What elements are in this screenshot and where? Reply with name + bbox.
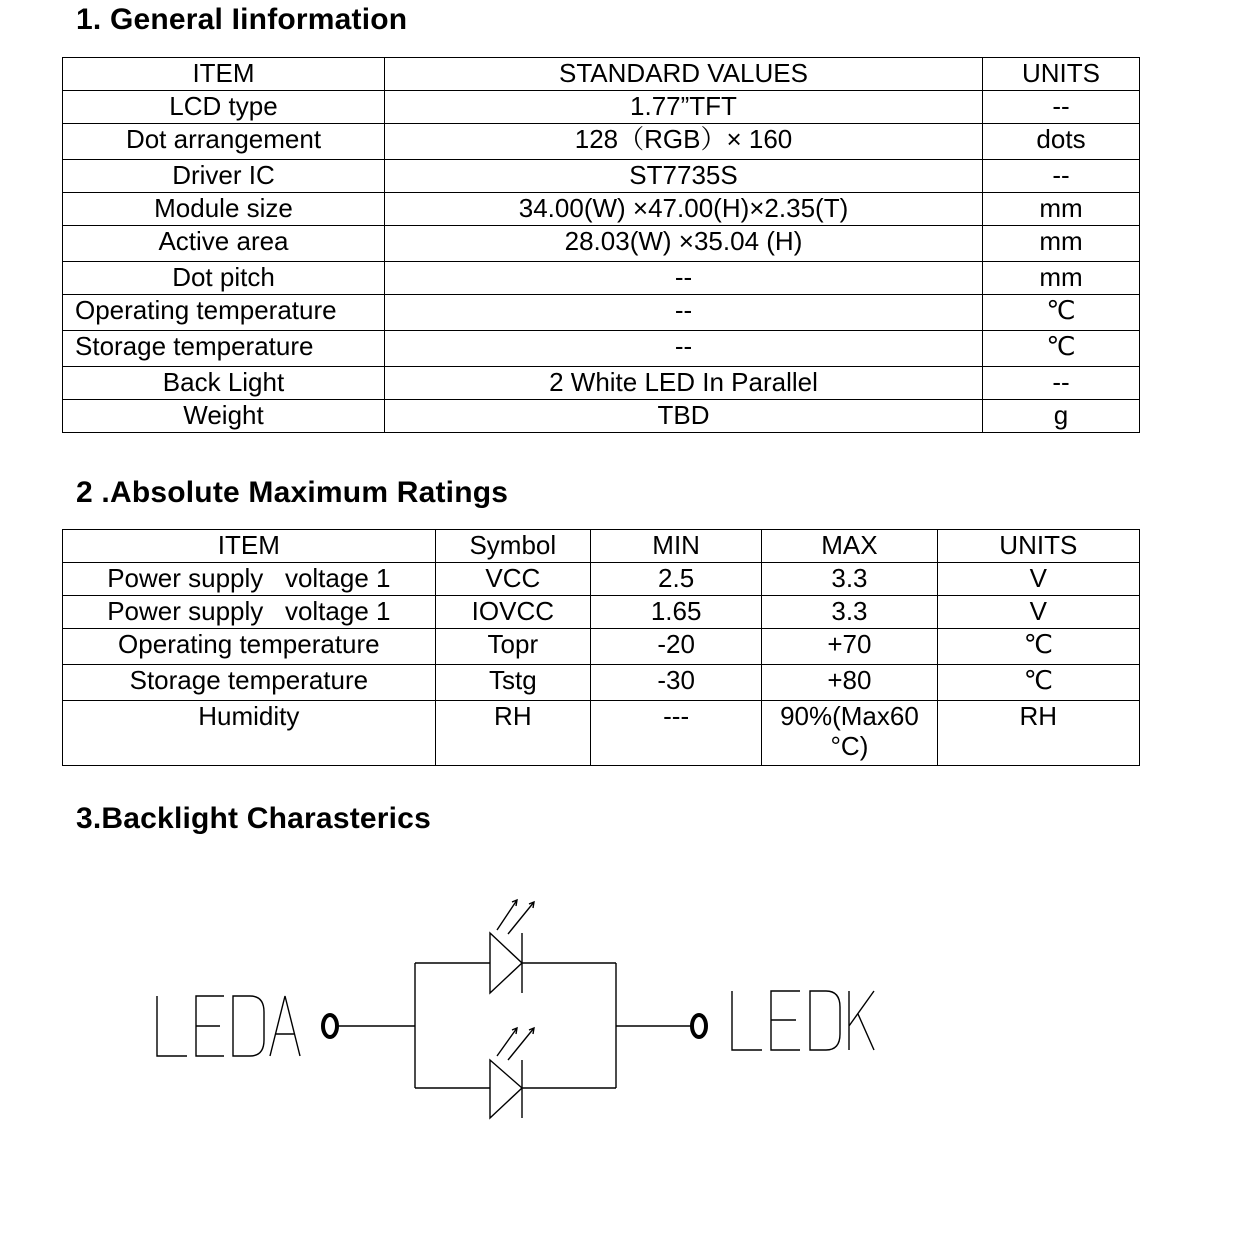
min-cell: 2.5 bbox=[590, 563, 761, 596]
symbol-cell: Topr bbox=[435, 629, 590, 665]
max-cell: 3.3 bbox=[762, 596, 937, 629]
value-cell: -- bbox=[385, 262, 983, 295]
symbol-cell: VCC bbox=[435, 563, 590, 596]
header-units: UNITS bbox=[937, 530, 1139, 563]
unit-cell: V bbox=[937, 596, 1139, 629]
value-cell: -- bbox=[385, 295, 983, 331]
absolute-maximum-ratings-table bbox=[62, 529, 1140, 766]
table-row bbox=[63, 596, 1140, 629]
header-units: UNITS bbox=[983, 58, 1140, 91]
item-cell: Power supply voltage 1 bbox=[63, 596, 436, 629]
item-cell: LCD type bbox=[63, 91, 385, 124]
unit-cell: mm bbox=[983, 193, 1140, 226]
table-row bbox=[63, 193, 1140, 226]
table-row bbox=[63, 262, 1140, 295]
table-row bbox=[63, 226, 1140, 262]
item-cell: Module size bbox=[63, 193, 385, 226]
led-top-icon bbox=[490, 900, 534, 993]
max-cell: 3.3 bbox=[762, 563, 937, 596]
leda-label bbox=[157, 996, 300, 1056]
unit-cell: g bbox=[983, 400, 1140, 433]
table-row bbox=[63, 331, 1140, 367]
header-max: MAX bbox=[762, 530, 937, 563]
value-cell: 128（RGB）× 160 bbox=[385, 124, 983, 160]
header-standard-values: STANDARD VALUES bbox=[385, 58, 983, 91]
table-row bbox=[63, 367, 1140, 400]
header-min: MIN bbox=[590, 530, 761, 563]
item-cell: Operating temperature bbox=[63, 295, 385, 331]
value-cell: -- bbox=[385, 331, 983, 367]
backlight-circuit-diagram bbox=[0, 880, 1240, 1140]
table-row bbox=[63, 295, 1140, 331]
table-row bbox=[63, 400, 1140, 433]
table-row bbox=[63, 124, 1140, 160]
symbol-cell: Tstg bbox=[435, 665, 590, 701]
unit-cell: -- bbox=[983, 367, 1140, 400]
min-cell: 1.65 bbox=[590, 596, 761, 629]
max-cell: 90%(Max60 °C) bbox=[762, 701, 937, 766]
cathode-terminal bbox=[692, 1015, 706, 1037]
max-cell: +80 bbox=[762, 665, 937, 701]
ledk-label bbox=[732, 991, 874, 1050]
unit-cell: mm bbox=[983, 262, 1140, 295]
table-row bbox=[63, 629, 1140, 665]
value-cell: TBD bbox=[385, 400, 983, 433]
section-1-title: 1. General Iinformation bbox=[76, 3, 408, 36]
unit-cell: -- bbox=[983, 91, 1140, 124]
item-cell: Operating temperature bbox=[63, 629, 436, 665]
general-information-table bbox=[62, 57, 1140, 433]
item-cell: Dot pitch bbox=[63, 262, 385, 295]
section-2-title: 2 .Absolute Maximum Ratings bbox=[76, 476, 509, 509]
min-cell: --- bbox=[590, 701, 761, 766]
unit-cell: ℃ bbox=[983, 331, 1140, 367]
table-row bbox=[63, 160, 1140, 193]
unit-cell: mm bbox=[983, 226, 1140, 262]
item-cell: Humidity bbox=[63, 701, 436, 766]
min-cell: -30 bbox=[590, 665, 761, 701]
item-cell: Power supply voltage 1 bbox=[63, 563, 436, 596]
item-cell: Back Light bbox=[63, 367, 385, 400]
table-row bbox=[63, 665, 1140, 701]
header-symbol: Symbol bbox=[435, 530, 590, 563]
section-3-title: 3.Backlight Charasterics bbox=[76, 802, 431, 835]
symbol-cell: RH bbox=[435, 701, 590, 766]
max-cell: +70 bbox=[762, 629, 937, 665]
unit-cell: dots bbox=[983, 124, 1140, 160]
item-cell: Storage temperature bbox=[63, 665, 436, 701]
item-cell: Storage temperature bbox=[63, 331, 385, 367]
item-cell: Dot arrangement bbox=[63, 124, 385, 160]
item-cell: Active area bbox=[63, 226, 385, 262]
header-item: ITEM bbox=[63, 58, 385, 91]
value-cell: 34.00(W) ×47.00(H)×2.35(T) bbox=[385, 193, 983, 226]
value-cell: 1.77”TFT bbox=[385, 91, 983, 124]
unit-cell: RH bbox=[937, 701, 1139, 766]
unit-cell: -- bbox=[983, 160, 1140, 193]
item-cell: Weight bbox=[63, 400, 385, 433]
unit-cell: ℃ bbox=[937, 665, 1139, 701]
unit-cell: ℃ bbox=[937, 629, 1139, 665]
unit-cell: V bbox=[937, 563, 1139, 596]
unit-cell: ℃ bbox=[983, 295, 1140, 331]
anode-terminal bbox=[323, 1015, 337, 1037]
symbol-cell: IOVCC bbox=[435, 596, 590, 629]
led-bottom-icon bbox=[490, 1028, 534, 1118]
item-cell: Driver IC bbox=[63, 160, 385, 193]
min-cell: -20 bbox=[590, 629, 761, 665]
header-item: ITEM bbox=[63, 530, 436, 563]
table-row bbox=[63, 563, 1140, 596]
table-header-row bbox=[63, 58, 1140, 91]
table-header-row bbox=[63, 530, 1140, 563]
value-cell: 2 White LED In Parallel bbox=[385, 367, 983, 400]
value-cell: 28.03(W) ×35.04 (H) bbox=[385, 226, 983, 262]
value-cell: ST7735S bbox=[385, 160, 983, 193]
table-row bbox=[63, 701, 1140, 766]
table-row bbox=[63, 91, 1140, 124]
